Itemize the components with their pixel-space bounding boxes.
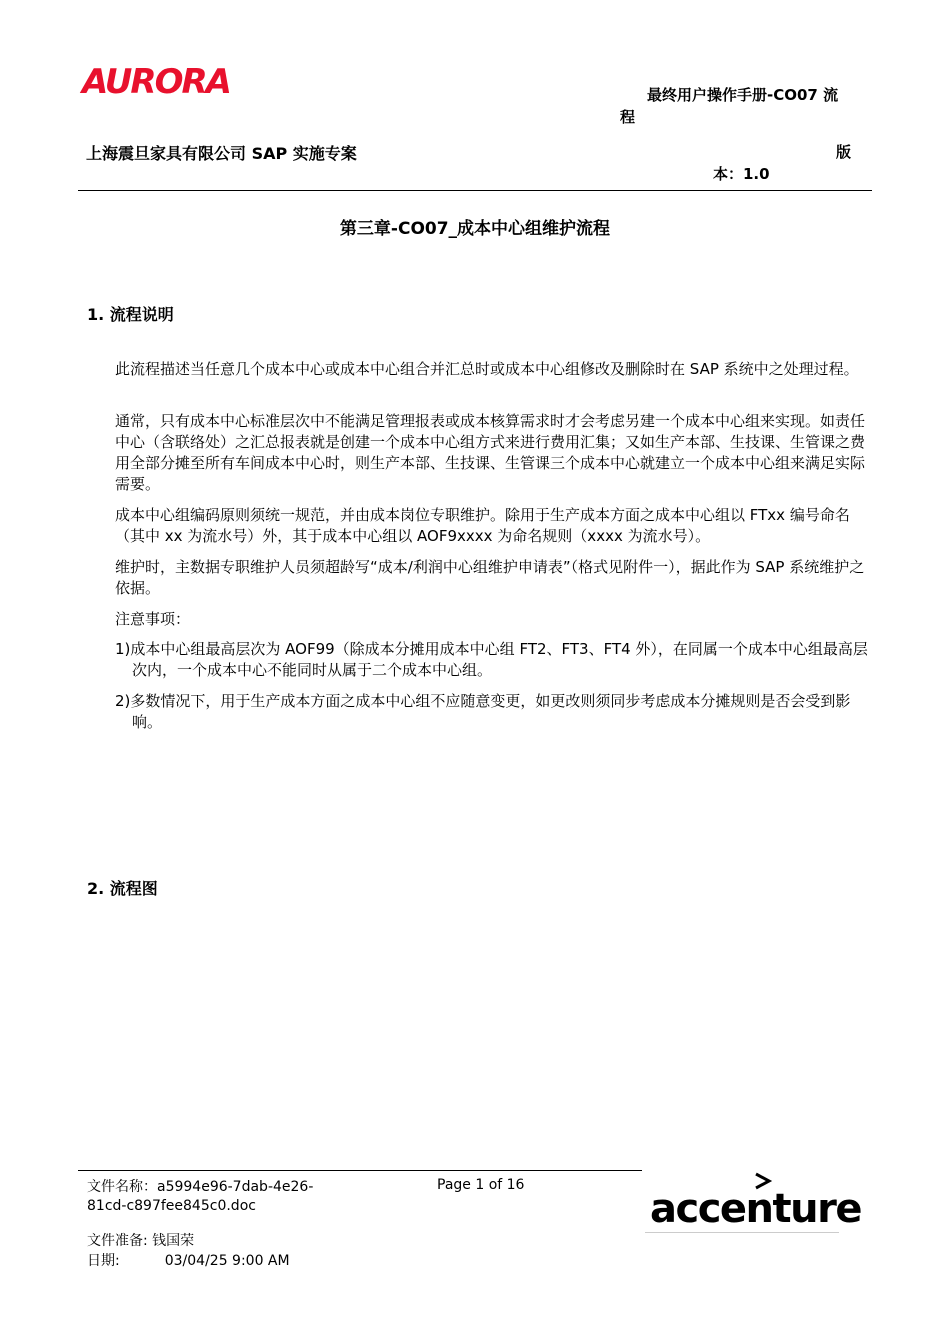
document-title-line2: 程 <box>620 108 636 126</box>
aurora-logo <box>82 60 230 102</box>
paragraph-4: 维护时，主数据专职维护人员须超龄写“成本/利润中心组维护申请表”（格式见附件一），据此作为 SAP 系统维护之依据。 <box>115 558 865 597</box>
paragraph-1: 此流程描述当任意几个成本中心或成本中心组合并汇总时或成本中心组修改及删除时在 SAP 系统中之处理过程。 <box>115 360 859 378</box>
footer-prepared-by: 文件准备: 钱国荣 <box>87 1233 195 1249</box>
accenture-logo <box>645 1170 861 1234</box>
note-item-2: 2)多数情况下，用于生产成本方面之成本中心组不应随意变更，如更改则须同步考虑成本分摊规则是否会受到影响。 <box>115 692 851 731</box>
accenture-logo-text: accenture <box>650 1186 861 1232</box>
paragraph-3: 成本中心组编码原则须统一规范，并由成本岗位专职维护。除用于生产成本方面之成本中心组以 FTxx 编号命名（其中 xx 为流水号）外，其于成本中心组以 AOF9xxxx 为命名规则（xxxx 为流水号）。 <box>115 506 850 545</box>
document-title-line1: 最终用户操作手册-CO07 流 <box>647 86 839 104</box>
paragraph-2: 通常，只有成本中心标准层次中不能满足管理报表或成本核算需求时才会考虑另建一个成本中心组来实现。如责任中心（含联络处）之汇总报表就是创建一个成本中心组方式来进行费用汇集；又如生产本部、生技课、生管课之费用全部分摊至所有车间成本中心时，则生产本部、生技课、生管课三个成本中心就建立一个成本中心组来满足实际需要。 <box>115 412 866 493</box>
note-item-1: 1)成本中心组最高层次为 AOF99（除成本分摊用成本中心组 FT2、FT3、FT4 外），在同属一个成本中心组最高层次内，一个成本中心不能同时从属于二个成本中心组。 <box>115 640 868 679</box>
footer-page-number: Page 1 of 16 <box>437 1177 525 1193</box>
aurora-logo-text: AURORA <box>82 62 230 102</box>
chapter-title: 第三章-CO07_成本中心组维护流程 <box>339 219 611 239</box>
footer-date <box>87 1252 290 1271</box>
version-value: 本：1.0 <box>713 165 770 183</box>
section-1-title: 1. 流程说明 <box>87 305 174 324</box>
company-project-name: 上海震旦家具有限公司 SAP 实施专案 <box>86 144 357 163</box>
footer-divider <box>78 1170 642 1171</box>
version-label: 版 <box>836 143 852 161</box>
footer-date-value: 03/04/25 9:00 AM <box>164 1253 290 1269</box>
header-divider <box>78 190 872 191</box>
accenture-logo-underline <box>645 1232 839 1233</box>
footer-file-name: 文件名称：a5994e96-7dab-4e26-81cd-c897fee845c0.doc <box>87 1179 314 1214</box>
footer-date-label: 日期: <box>87 1253 120 1269</box>
section-2-title: 2. 流程图 <box>87 879 158 898</box>
document-title <box>620 84 855 128</box>
notes-label: 注意事项： <box>115 610 191 628</box>
